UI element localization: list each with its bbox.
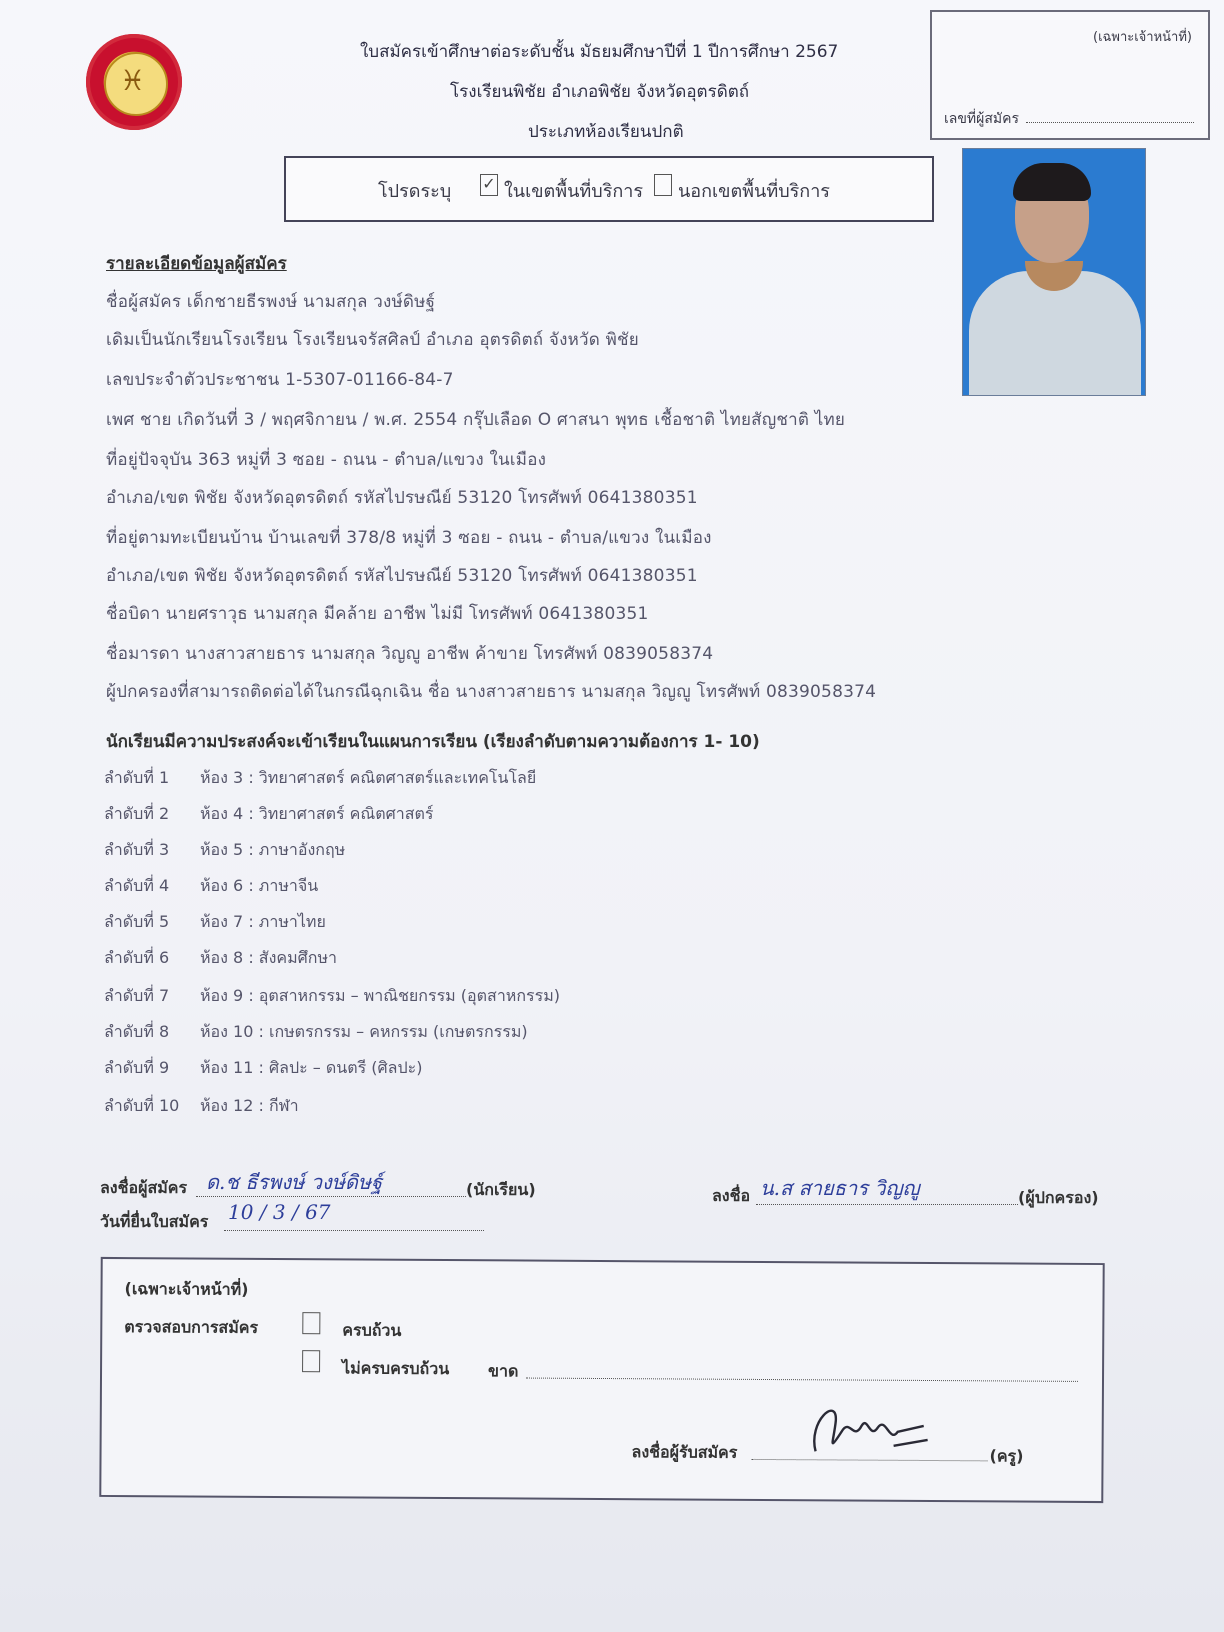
preference-room: ห้อง 5 : ภาษาอังกฤษ (200, 840, 346, 859)
school-emblem-logo (86, 34, 182, 130)
officer-verification-box (99, 1257, 1104, 1503)
preference-rank: ลำดับที่ 8 (104, 1022, 170, 1041)
receiver-signature-label: ลงชื่อผู้รับสมัคร (631, 1442, 738, 1462)
preference-rank: ลำดับที่ 9 (104, 1058, 170, 1077)
officer-use-label: (เฉพาะเจ้าหน้าที่) (1093, 30, 1192, 45)
detail-row-personal: เพศ ชาย เกิดวันที่ 3 / พฤศจิกายน / พ.ศ. 2554 กรุ๊ปเลือด O ศาสนา พุทธ เชื้อชาติ ไทยสัญชาติ ไทย (106, 410, 846, 430)
submission-date-line (224, 1230, 484, 1231)
detail-row-guardian: ผู้ปกครองที่สามารถติดต่อได้ในกรณีฉุกเฉิน ชื่อ นางสาวสายธาร นามสกุล วิญญู โทรศัพท์ 0839058374 (106, 682, 877, 702)
guardian-signature-label: ลงชื่อ (712, 1186, 751, 1205)
detail-row-mother: ชื่อมารดา นางสาวสายธาร นามสกุล วิญญู อาชีพ ค้าขาย โทรศัพท์ 0839058374 (106, 644, 714, 664)
applicant-photo (962, 148, 1146, 396)
preference-rank: ลำดับที่ 4 (104, 876, 170, 895)
inside-zone-label: ในเขตพื้นที่บริการ (504, 181, 644, 202)
preference-room: ห้อง 4 : วิทยาศาสตร์ คณิตศาสตร์ (200, 804, 434, 823)
classroom-type: ประเภทห้องเรียนปกติ (528, 122, 684, 142)
preference-item (104, 1020, 528, 1045)
service-zone-box (284, 156, 934, 222)
preference-room: ห้อง 3 : วิทยาศาสตร์ คณิตศาสตร์และเทคโนโลยี (200, 768, 537, 787)
preference-room: ห้อง 6 : ภาษาจีน (200, 876, 319, 895)
applicant-signature-label: ลงชื่อผู้สมัคร (100, 1178, 188, 1197)
preference-item (104, 1094, 299, 1119)
preference-item (104, 946, 337, 971)
preference-rank: ลำดับที่ 6 (104, 948, 170, 967)
missing-label: ขาด (487, 1361, 519, 1381)
preference-item (104, 1056, 422, 1081)
preference-item (104, 802, 434, 827)
submission-date: 10 / 3 / 67 (228, 1200, 331, 1224)
receiver-signature-scribble (797, 1391, 937, 1466)
school-name-line: โรงเรียนพิชัย อำเภอพิชัย จังหวัดอุตรดิตถ์ (450, 82, 750, 102)
detail-row-father: ชื่อบิดา นายศราวุธ นามสกุล มีคล้าย อาชีพ ไม่มี โทรศัพท์ 0641380351 (106, 604, 649, 624)
detail-row-previous-school: เดิมเป็นนักเรียนโรงเรียน โรงเรียนจรัสศิลป์ อำเภอ อุตรดิตถ์ จังหวัด พิชัย (106, 330, 639, 350)
guardian-signature-line (756, 1204, 1018, 1205)
outside-zone-checkbox[interactable] (654, 174, 672, 196)
detail-row-id-number: เลขประจำตัวประชาชน 1-5307-01166-84-7 (106, 370, 454, 390)
preference-room: ห้อง 8 : สังคมศึกษา (200, 948, 337, 967)
preference-rank: ลำดับที่ 10 (104, 1096, 180, 1115)
preference-room: ห้อง 9 : อุตสาหกรรม – พาณิชยกรรม (อุตสาหกรรม) (200, 986, 561, 1005)
preference-item (104, 984, 560, 1009)
preference-room: ห้อง 12 : กีฬา (200, 1096, 299, 1115)
preference-item (104, 838, 345, 863)
preference-room: ห้อง 10 : เกษตรกรรม – คหกรรม (เกษตรกรรม) (200, 1022, 528, 1041)
detail-row-registered-district: อำเภอ/เขต พิชัย จังหวัดอุตรดิตถ์ รหัสไปรษณีย์ 53120 โทรศัพท์ 0641380351 (106, 566, 698, 586)
detail-row-name: ชื่อผู้สมัคร เด็กชายธีรพงษ์ นามสกุล วงษ์ดิษฐ์ (106, 292, 436, 312)
details-section-title: รายละเอียดข้อมูลผู้สมัคร (106, 254, 287, 274)
submission-date-label: วันที่ยื่นใบสมัคร (100, 1212, 209, 1231)
preference-room: ห้อง 7 : ภาษาไทย (200, 912, 326, 931)
preference-rank: ลำดับที่ 2 (104, 804, 170, 823)
preference-section-title: นักเรียนมีความประสงค์จะเข้าเรียนในแผนการเรียน (เรียงลำดับตามความต้องการ 1- 10) (106, 732, 760, 752)
officer-use-box (930, 10, 1210, 140)
guardian-signature: น.ส สายธาร วิญญู (760, 1176, 920, 1200)
preference-item (104, 874, 318, 899)
preference-item (104, 910, 326, 935)
preference-room: ห้อง 11 : ศิลปะ – ดนตรี (ศิลปะ) (200, 1058, 423, 1077)
applicant-signature: ด.ช ธีรพงษ์ วงษ์ดิษฐ์ (206, 1170, 383, 1194)
check-application-label: ตรวจสอบการสมัคร (124, 1317, 259, 1337)
detail-row-registered-address: ที่อยู่ตามทะเบียนบ้าน บ้านเลขที่ 378/8 หมู่ที่ 3 ซอย - ถนน - ตำบล/แขวง ในเมือง (106, 528, 712, 548)
preference-item (104, 766, 536, 791)
outside-zone-label: นอกเขตพื้นที่บริการ (678, 181, 830, 202)
incomplete-checkbox[interactable] (302, 1350, 320, 1372)
detail-row-current-district: อำเภอ/เขต พิชัย จังหวัดอุตรดิตถ์ รหัสไปรษณีย์ 53120 โทรศัพท์ 0641380351 (106, 488, 698, 508)
form-title: ใบสมัครเข้าศึกษาต่อระดับชั้น มัธยมศึกษาปีที่ 1 ปีการศึกษา 2567 (360, 42, 839, 62)
missing-items-field[interactable] (526, 1378, 1078, 1382)
detail-row-current-address: ที่อยู่ปัจจุบัน 363 หมู่ที่ 3 ซอย - ถนน - ตำบล/แขวง ในเมือง (106, 450, 547, 470)
preference-rank: ลำดับที่ 1 (104, 768, 170, 787)
receiver-suffix: (ครู) (989, 1446, 1024, 1466)
preference-rank: ลำดับที่ 3 (104, 840, 170, 859)
applicant-number-label: เลขที่ผู้สมัคร (944, 111, 1020, 127)
complete-label: ครบถ้วน (342, 1320, 402, 1340)
zone-prompt: โปรดระบุ (378, 181, 452, 202)
inside-zone-checkbox[interactable]: ✓ (480, 174, 498, 196)
applicant-number-field[interactable] (1026, 122, 1194, 123)
preference-rank: ลำดับที่ 5 (104, 912, 170, 931)
preference-rank: ลำดับที่ 7 (104, 986, 170, 1005)
applicant-suffix: (นักเรียน) (466, 1180, 536, 1199)
guardian-suffix: (ผู้ปกครอง) (1018, 1188, 1099, 1207)
incomplete-label: ไม่ครบครบถ้วน (342, 1358, 450, 1379)
complete-checkbox[interactable] (302, 1312, 320, 1334)
officer-section-label: (เฉพาะเจ้าหน้าที่) (124, 1279, 249, 1299)
